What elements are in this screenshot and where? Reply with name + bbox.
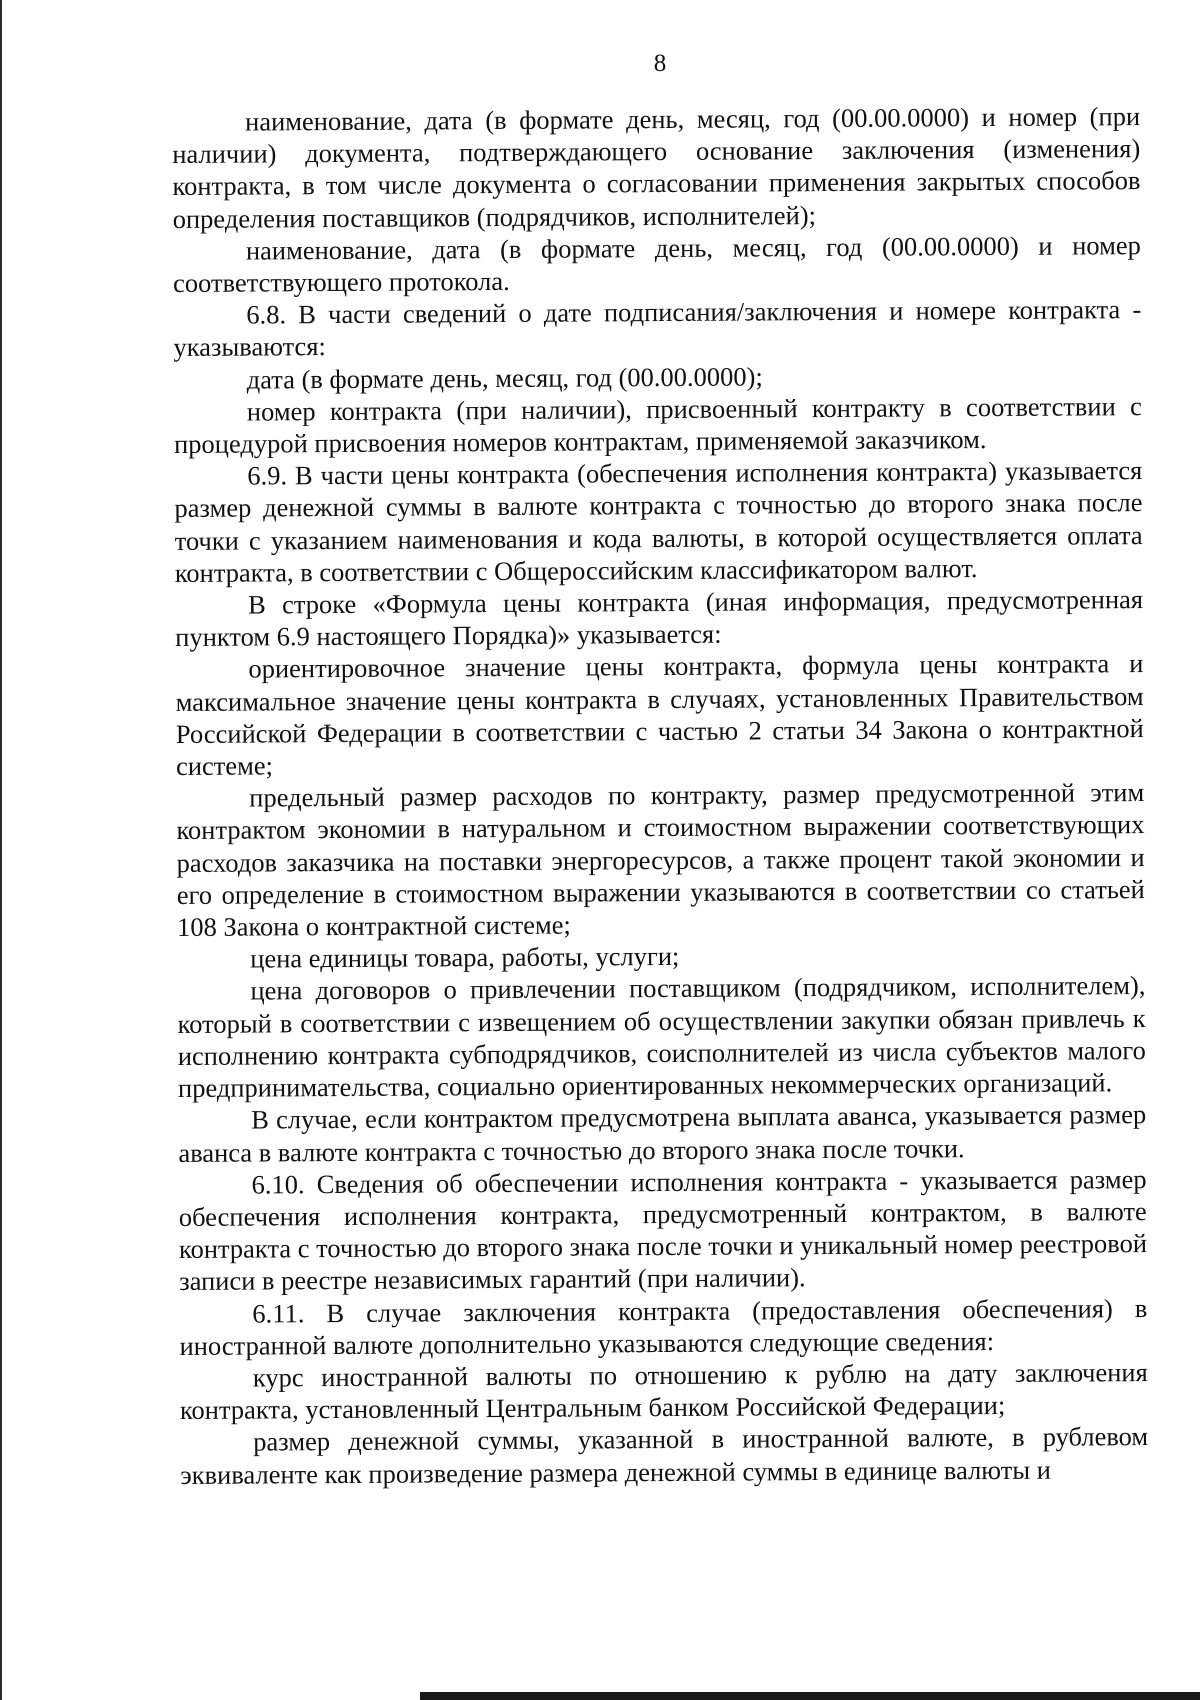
paragraph-document-basis: наименование, дата (в формате день, месяц, год (00.00.0000) и номер (при наличии) документа, подтверждающего основание заключения (изменения) контракта, в том числе документа о согласовании применения закрытых способов определения поставщиков (подрядчиков, исполнителей);	[172, 101, 1141, 234]
paragraph-6-11: 6.11. В случае заключения контракта (предоставления обеспечения) в иностранной валюте дополнительно указываются следующие сведения:	[179, 1292, 1148, 1361]
paragraph-contract-number: номер контракта (при наличии), присвоенный контракту в соответствии с процедурой присвоения номеров контрактам, применяемой заказчиком.	[173, 390, 1142, 460]
page-number: 8	[653, 50, 667, 77]
paragraph-6-10: 6.10. Сведения об обеспечении исполнения контракта - указывается размер обеспечения исполнения контракта, предусмотренный контрактом, в валюте контракта с точностью до второго знака после точки и уникальный номер реестровой записи в реестре независимых гарантий (при наличии).	[178, 1163, 1148, 1297]
scan-edge-left	[0, 0, 2, 1700]
paragraph-advance: В случае, если контрактом предусмотрена выплата аванса, указывается размер аванса в валюте контракта с точностью до второго знака после точки.	[178, 1099, 1147, 1168]
paragraph-contract-date: дата (в формате день, месяц, год (00.00.0000);	[246, 361, 763, 395]
paragraph-price-formula: В строке «Формула цены контракта (иная информация, предусмотренная пунктом 6.9 настоящего Порядка)» указывается:	[175, 584, 1144, 653]
paragraph-expense-limit: предельный размер расходов по контракту, размер предусмотренной этим контрактом экономии в натуральном и стоимостном выражении соответствующих расходов заказчика на поставки энергоресурсов, а также процент такой экономии и его определение в стоимостном выражении указываются в соответствии со статьей 108 Закона о контрактной системе;	[176, 777, 1145, 943]
paragraph-6-9: 6.9. В части цены контракта (обеспечения исполнения контракта) указывается размер денежной суммы в валюте контракта с точностью до второго знака после точки с указанием наименования и кода валюты, в которой осуществляется оплата контракта, в соответствии с Общероссийским классификатором валют.	[174, 455, 1143, 588]
paragraph-unit-price: цена единицы товара, работы, услуги;	[250, 941, 680, 974]
paragraph-protocol: наименование, дата (в формате день, месяц, год (00.00.0000) и номер соответствующего протокола.	[172, 229, 1141, 299]
paragraph-approximate-price: ориентировочное значение цены контракта, формула цены контракта и максимальное значение цены контракта в случаях, установленных Правительством Российской Федерации в соответствии с частью 2 статьи 34 Закона о контрактной системе;	[175, 648, 1144, 782]
scan-edge-bottom	[420, 1692, 1200, 1700]
paragraph-exchange-rate: курс иностранной валюты по отношению к рублю на дату заключения контракта, установленный Центральным банком Российской Федерации;	[179, 1356, 1148, 1426]
paragraph-subcontract-price: цена договоров о привлечении поставщиком (подрядчиком, исполнителем), который в соответствии с извещением об осуществлении закупки обязан привлечь к исполнению контракта субподрядчиков, соисполнителей из числа субъектов малого предпринимательства, социально ориентированных некоммерческих организаций.	[177, 970, 1146, 1104]
paragraph-ruble-equivalent: размер денежной суммы, указанной в иностранной валюте, в рублевом эквиваленте как произведение размера денежной суммы в единице валюты и	[180, 1421, 1149, 1490]
paragraph-6-8: 6.8. В части сведений о дате подписания/заключения и номере контракта - указываются:	[173, 294, 1142, 363]
document-body	[172, 100, 1148, 1491]
